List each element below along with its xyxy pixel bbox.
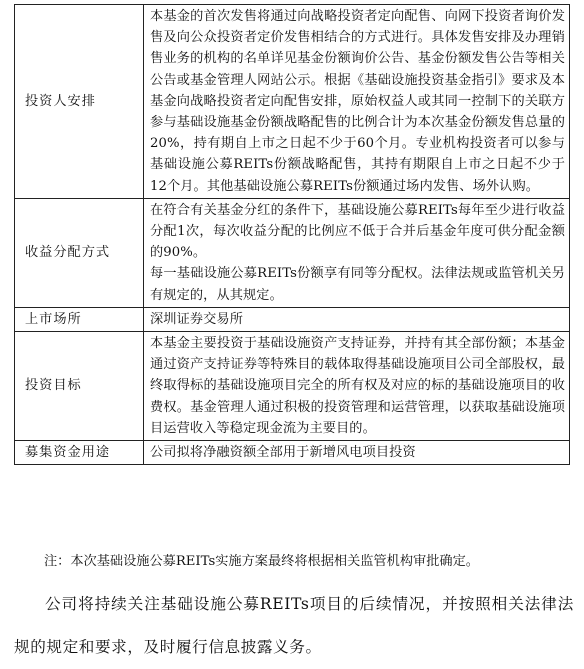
content-paragraph: 每一基础设施公募REITs份额享有同等分配权。法律法规或监管机关另有规定的，从其规定。 (150, 266, 565, 303)
content-paragraph: 本基金的首次发售将通过向战略投资者定向配售、向网下投资者询价发售及向公众投资者定价发售相结合的方式进行。具体发售安排及办理销售业务的机构的名单详见基金份额询价公告、基金份额发售公告等相关公告或基金管理人网站公示。根据《基础设施投资基金指引》要求及本基金向战略投资者定向配售安排，原始权益人或其同一控制下的关联方参与基础设施基金份额战略配售的比例合计为本次基金份额发售总量的20%，持有期自上市之日起不少于60个月。专业机构投资者可以参与基础设施公募REITs份额战略配售，其持有期限自上市之日起不少于12个月。其他基础设施公募REITs份额通过场内发售、场外认购。 (150, 9, 565, 194)
table-row (15, 5, 570, 199)
closing-paragraph (14, 583, 574, 669)
row-label: 上市场所 (15, 307, 144, 331)
row-content (144, 198, 570, 307)
row-content (144, 5, 570, 199)
row-label: 收益分配方式 (15, 198, 144, 307)
table-row (15, 332, 570, 441)
row-content (144, 332, 570, 441)
row-content (144, 307, 570, 331)
content-paragraph: 深圳证券交易所 (150, 311, 244, 327)
closing-text: 公司将持续关注基础设施公募REITs项目的后续情况，并按照相关法律法规的规定和要求，及时履行信息披露义务。 (14, 595, 574, 656)
table-row (15, 441, 570, 465)
content-paragraph: 公司拟将净融资额全部用于新增风电项目投资 (150, 445, 416, 461)
table-footnote: 注：本次基础设施公募REITs实施方案最终将根据相关监管机构审批确定。 (44, 554, 479, 569)
row-label: 募集资金用途 (15, 441, 144, 465)
info-table (14, 4, 570, 465)
content-paragraph: 在符合有关基金分红的条件下，基础设施公募REITs每年至少进行收益分配1次，每次收益分配的比例应不低于合并后基金年度可供分配金额的90%。 (150, 202, 565, 261)
content-paragraph: 本基金主要投资于基础设施资产支持证券，并持有其全部份额；本基金通过资产支持证券等特殊目的载体取得基础设施项目公司全部股权，最终取得标的基础设施项目完全的所有权及对应的标的基础设施项目的收费权。基金管理人通过积极的投资管理和运营管理，以获取基础设施项目运营收入等稳定现金流为主要目的。 (150, 336, 565, 436)
row-label: 投资人安排 (15, 5, 144, 199)
table-row (15, 307, 570, 331)
row-label: 投资目标 (15, 332, 144, 441)
table-row (15, 198, 570, 307)
row-content (144, 441, 570, 465)
